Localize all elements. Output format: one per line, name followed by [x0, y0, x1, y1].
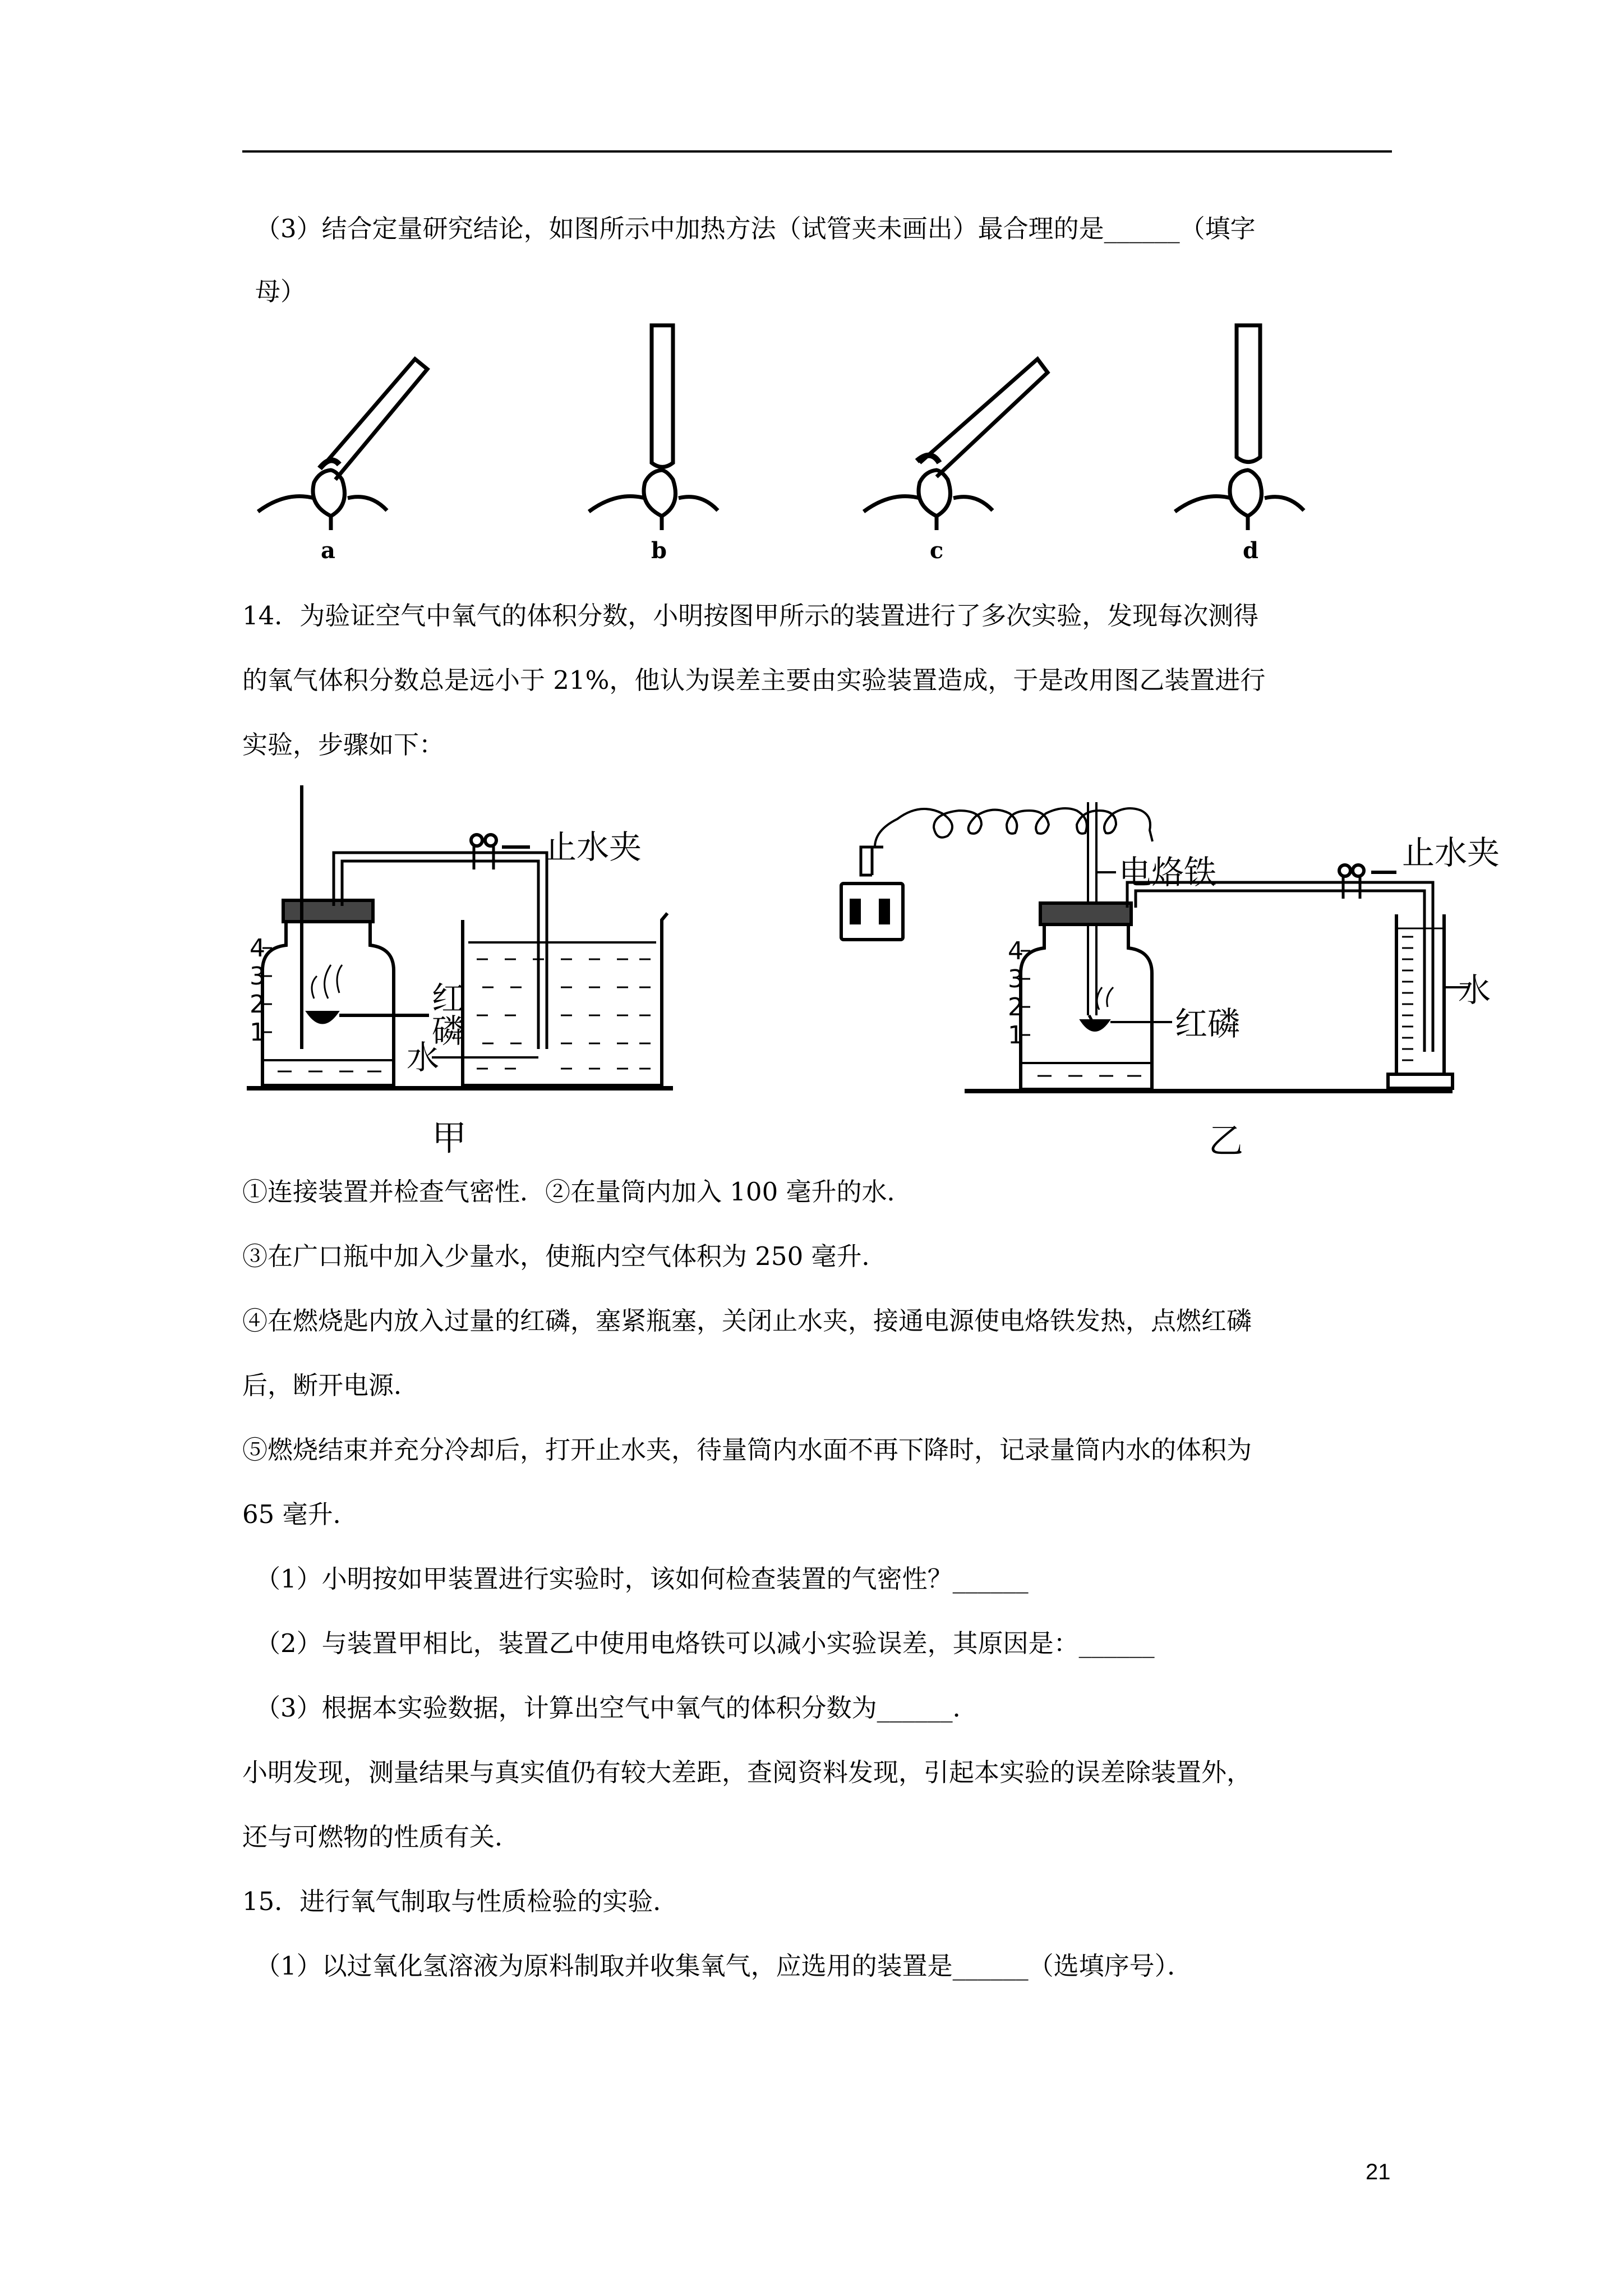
heating-label-d: d	[1243, 537, 1258, 564]
jia-clamp-label: 止水夹	[544, 828, 642, 866]
yi-caption: 乙	[1209, 1120, 1244, 1161]
q13-3-line2: 母）	[255, 277, 306, 306]
q14-step-5-line2: 65 毫升．	[242, 1499, 358, 1529]
yi-scale-4: 4	[1008, 937, 1023, 965]
jia-scale-2: 2	[250, 990, 265, 1019]
heating-method-b	[589, 325, 718, 530]
yi-scale-3: 3	[1008, 965, 1023, 993]
q15-sub1: （1）以过氧化氢溶液为原料制取并收集氧气，应选用的装置是______（选填序号）．	[255, 1951, 1193, 1981]
q14-step-5-line1: ⑤燃烧结束并充分冷却后，打开止水夹，待量筒内水面不再下降时，记录量筒内水的体积为	[242, 1435, 1252, 1465]
yi-clamp-label: 止水夹	[1402, 834, 1500, 872]
q14-sub2: （2）与装置甲相比，装置乙中使用电烙铁可以减小实验误差，其原因是：______	[255, 1628, 1155, 1658]
q14-note-line2: 还与可燃物的性质有关．	[242, 1822, 520, 1852]
q14-line1: 14．为验证空气中氧气的体积分数，小明按图甲所示的装置进行了多次实验，发现每次测得	[242, 601, 1259, 631]
q14-step-4-line2: 后，断开电源．	[242, 1370, 419, 1400]
jia-scale-1: 1	[250, 1018, 265, 1047]
heating-method-d	[1175, 325, 1304, 530]
heating-method-c	[864, 359, 1048, 530]
heating-label-b: b	[651, 537, 667, 564]
apparatus-jia	[247, 785, 740, 1167]
q15-title: 15．进行氧气制取与性质检验的实验．	[242, 1887, 679, 1916]
jia-phosphorus-label-1: 红	[432, 979, 465, 1018]
jia-phosphorus-label-2: 磷	[432, 1012, 465, 1050]
jia-scale-3: 3	[250, 962, 265, 991]
jia-scale-4: 4	[250, 934, 265, 963]
jia-water-label: 水	[407, 1038, 440, 1076]
yi-water-label: 水	[1458, 971, 1491, 1009]
jia-caption: 甲	[432, 1117, 467, 1158]
page-number: 21	[1366, 2160, 1391, 2184]
q14-step-1-2: ①连接装置并检查气密性．②在量筒内加入 100 毫升的水．	[242, 1177, 912, 1207]
q14-line2: 的氧气体积分数总是远小于 21%，他认为误差主要由实验装置造成，于是改用图乙装置进行	[242, 665, 1266, 695]
q14-sub1: （1）小明按如甲装置进行实验时，该如何检查装置的气密性？______	[255, 1564, 1029, 1594]
q14-line3: 实验，步骤如下：	[242, 730, 445, 760]
q14-note-line1: 小明发现，测量结果与真实值仍有较大差距，查阅资料发现，引起本实验的误差除装置外，	[242, 1757, 1252, 1787]
heating-method-a	[258, 359, 427, 530]
q14-step-3: ③在广口瓶中加入少量水，使瓶内空气体积为 250 毫升．	[242, 1241, 887, 1271]
apparatus-yi	[836, 780, 1500, 1172]
heating-label-a: a	[321, 537, 335, 564]
header-rule	[242, 150, 1392, 153]
yi-scale-2: 2	[1008, 993, 1023, 1022]
yi-scale-1: 1	[1008, 1021, 1023, 1050]
heating-methods-figure	[247, 337, 1346, 572]
q14-sub3: （3）根据本实验数据，计算出空气中氧气的体积分数为______．	[255, 1693, 978, 1723]
q13-3-line1: （3）结合定量研究结论，如图所示中加热方法（试管夹未画出）最合理的是______（填字	[255, 214, 1256, 243]
q14-step-4-line1: ④在燃烧匙内放入过量的红磷，塞紧瓶塞，关闭止水夹，接通电源使电烙铁发热，点燃红磷	[242, 1306, 1252, 1336]
heating-label-c: c	[929, 537, 944, 564]
yi-iron-label: 电烙铁	[1119, 853, 1217, 891]
yi-phosphorus-label: 红磷	[1175, 1005, 1241, 1043]
